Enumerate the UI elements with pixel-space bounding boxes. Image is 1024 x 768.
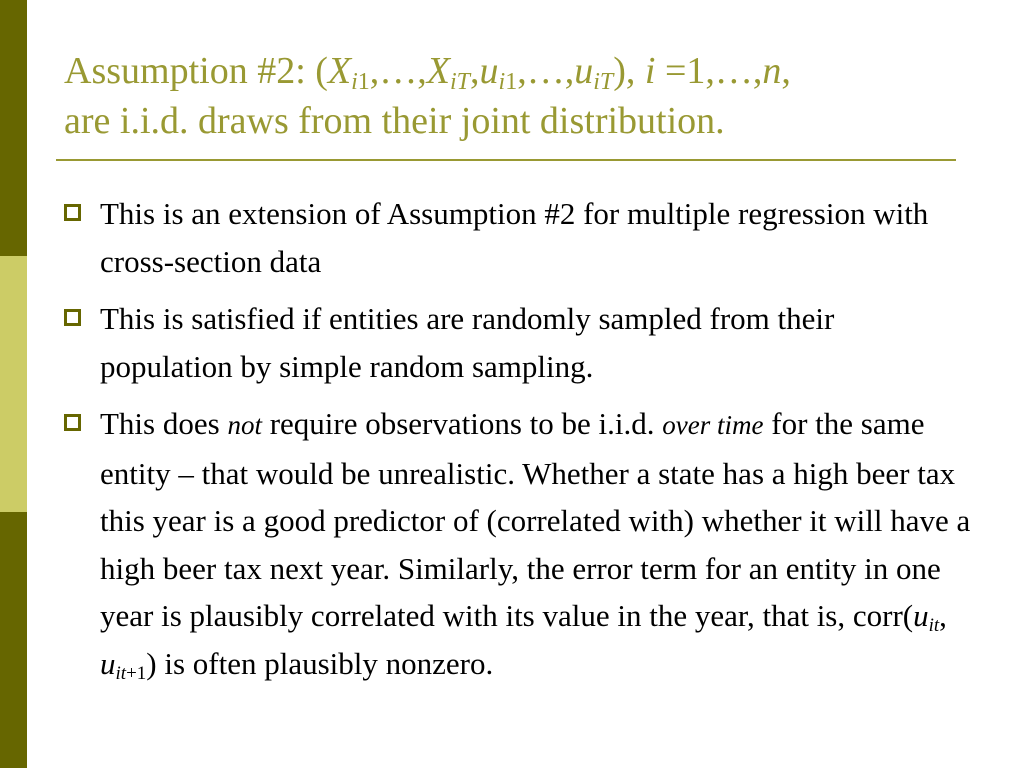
bullet-item-3 bbox=[62, 400, 972, 687]
bullet-item-2 bbox=[62, 295, 972, 390]
slide-title: Assumption #2: $(X_{i1},\dots,X_{iT},u_{i1},\dots,u_{iT})$, i =1,…,n, are i.i.d. draws from their joint distribution. bbox=[64, 50, 791, 142]
left-bar-top bbox=[0, 0, 27, 256]
bullet-text: This does not require observations to be i.i.d. over time for the same entity – that would be unrealistic. Whether a state has a high beer tax this year is a good predictor of (correlated with) whether it will have a high beer tax next year. Similarly, the error term for an entity in one year is plausibly correlated with its value in the year, that is, $corr(u_{it}$, $u_{it+1}$) is often plausibly nonzero. bbox=[100, 406, 971, 684]
title-divider bbox=[56, 159, 956, 161]
square-bullet-icon bbox=[64, 414, 81, 431]
bullet-item-1 bbox=[62, 190, 972, 285]
left-bar-middle bbox=[0, 256, 27, 512]
square-bullet-icon bbox=[64, 309, 81, 326]
bullet-text: This is satisfied if entities are randomly sampled from their population by simple random sampling. bbox=[100, 301, 835, 384]
left-bar-bottom bbox=[0, 512, 27, 768]
bullet-text: This is an extension of Assumption #2 for multiple regression with cross-section data bbox=[100, 196, 929, 279]
square-bullet-icon bbox=[64, 204, 81, 221]
bullet-list bbox=[62, 190, 972, 697]
